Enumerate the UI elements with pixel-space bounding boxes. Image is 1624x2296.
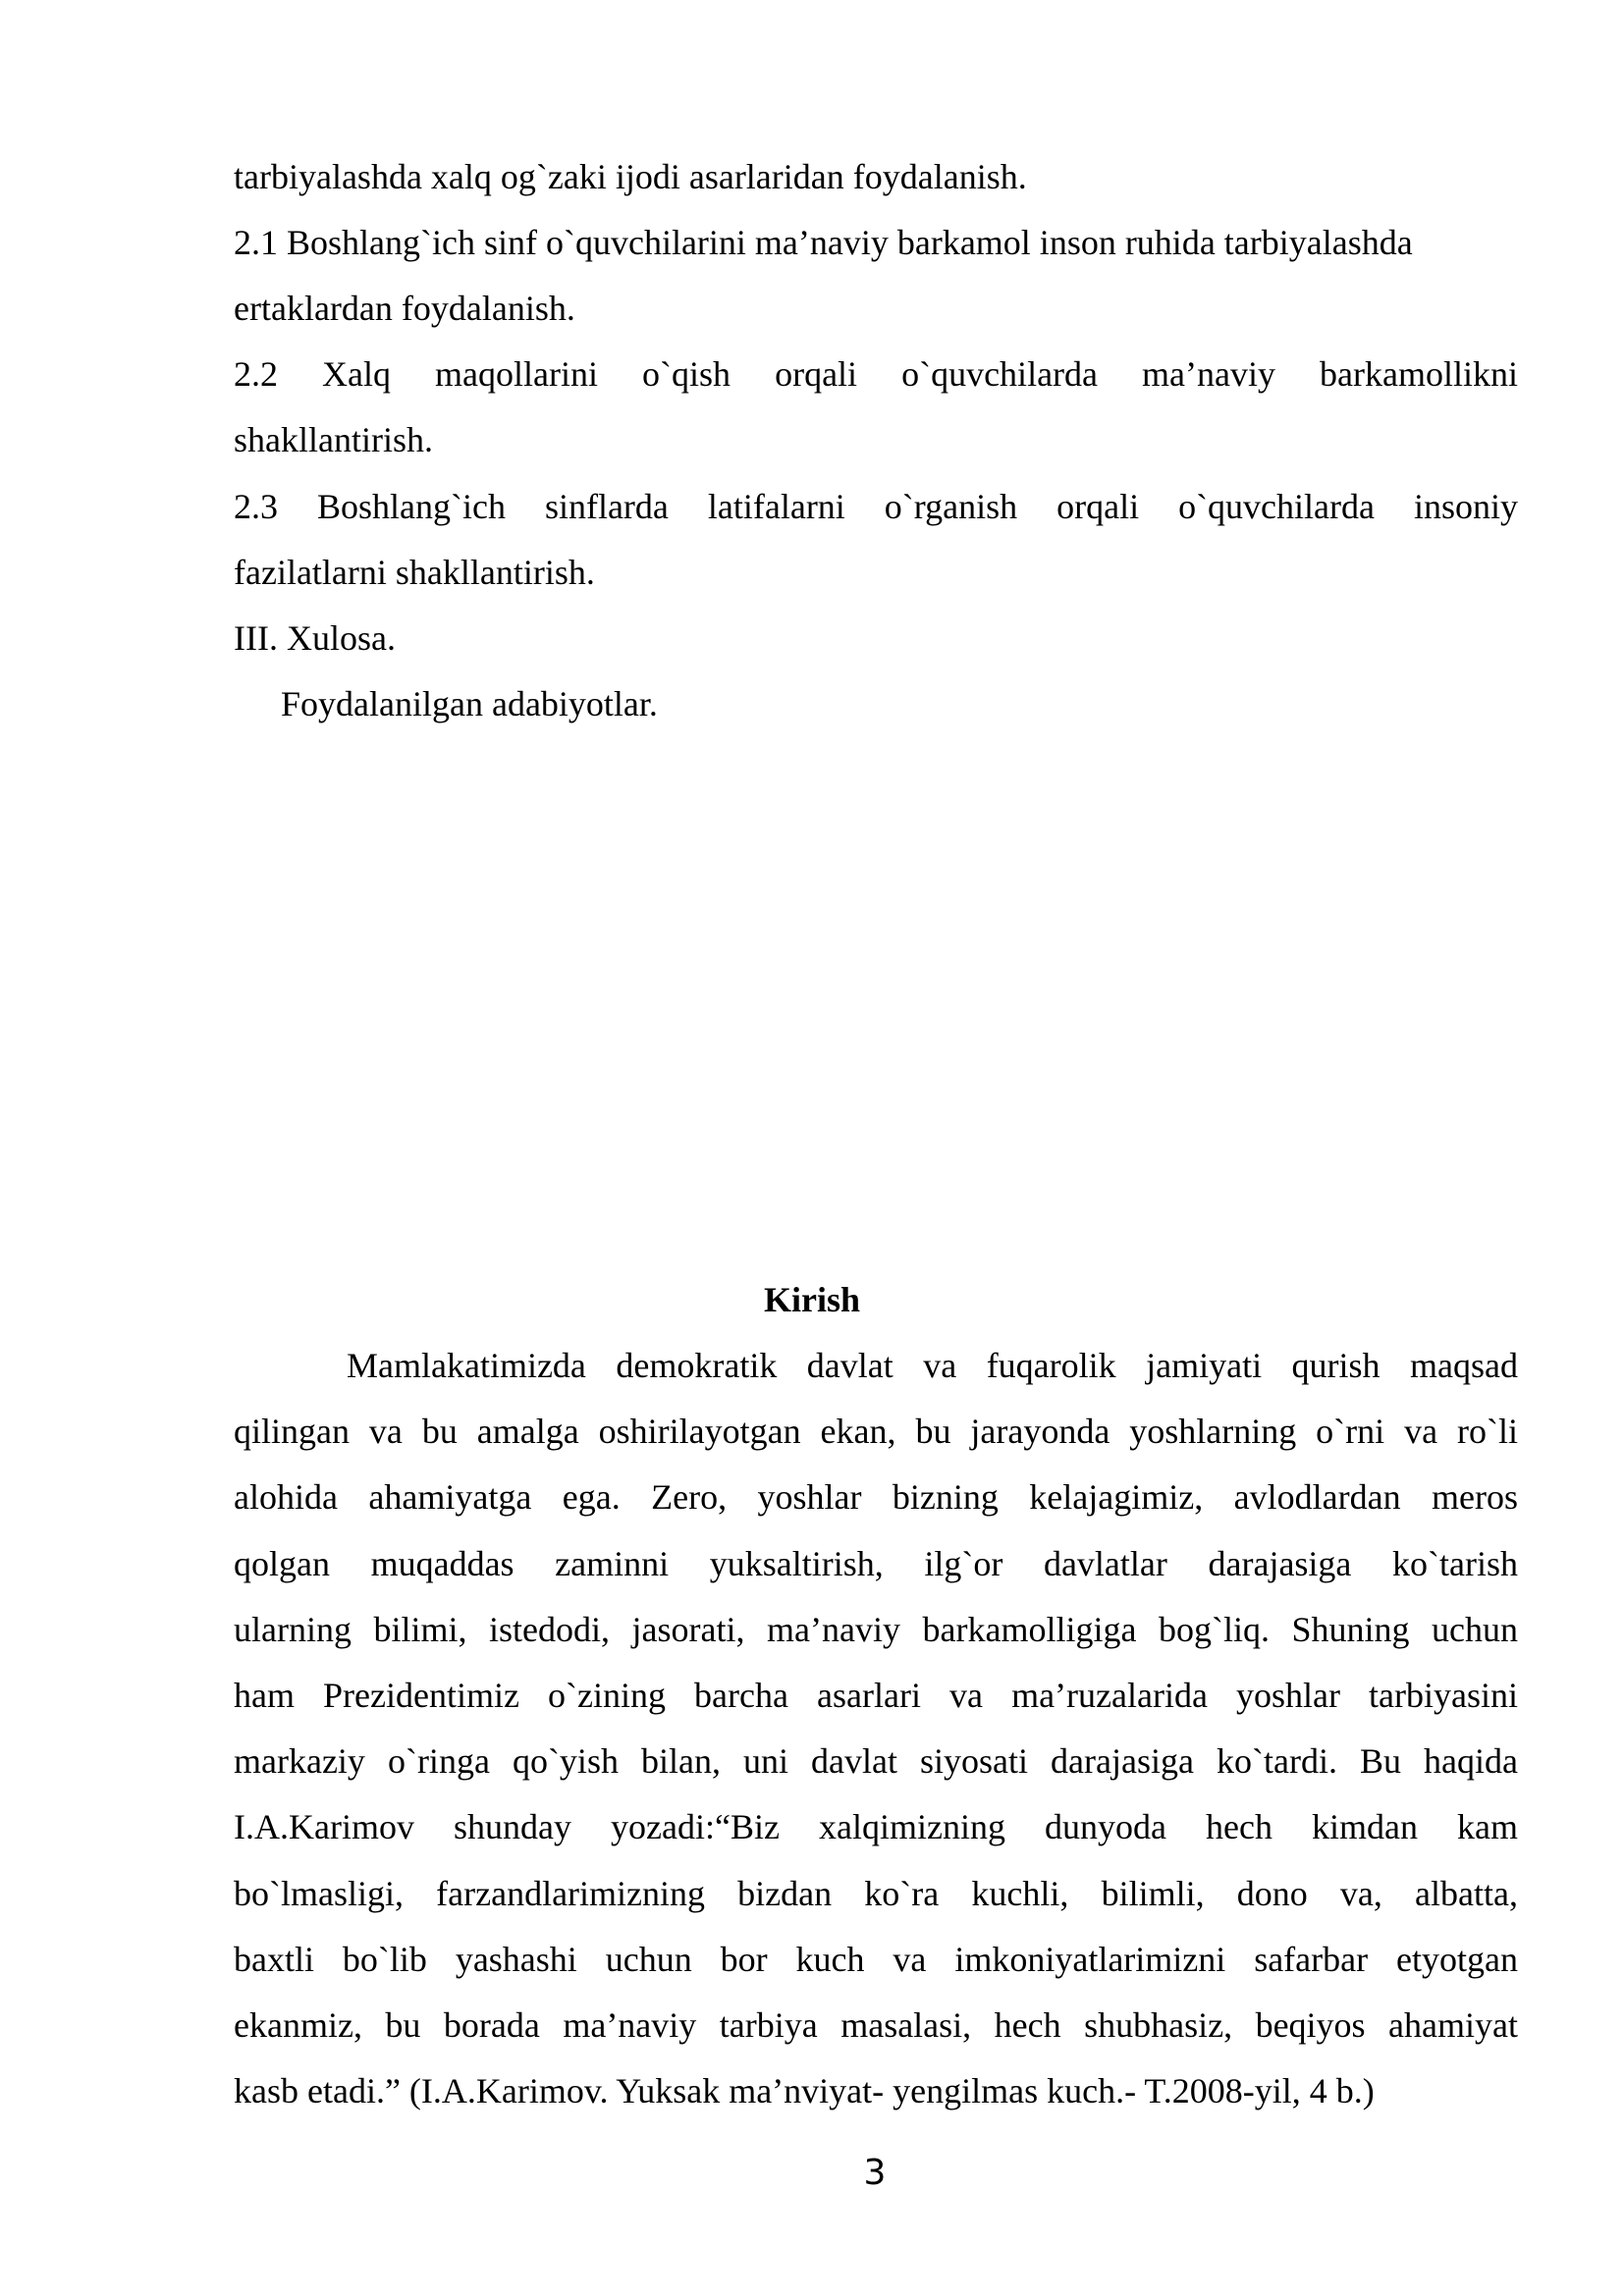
toc-line: 2.3 Boshlang`ich sinflarda latifalarni o`rganish orqali o`quvchilarda insoniy xyxy=(234,487,1518,526)
paragraph-line: markaziy o`ringa qo`yish bilan, uni davlat siyosati darajasiga ko`tardi. Bu haqida xyxy=(234,1741,1518,1781)
toc-line: fazilatlarni shakllantirish. xyxy=(234,553,595,592)
paragraph-line: ekanmiz, bu borada ma’naviy tarbiya masalasi, hech shubhasiz, beqiyos ahamiyat xyxy=(234,2005,1518,2045)
paragraph-line: Mamlakatimizda demokratik davlat va fuqarolik jamiyati qurish maqsad xyxy=(347,1346,1518,1385)
paragraph-line: bo`lmasligi, farzandlarimizning bizdan ko`ra kuchli, bilimli, dono va, albatta, xyxy=(234,1874,1518,1913)
section-heading: Kirish xyxy=(763,1280,860,1319)
paragraph-line: kasb etadi.” (I.A.Karimov. Yuksak ma’nviyat- yengilmas kuch.- T.2008-yil, 4 b.) xyxy=(234,2071,1375,2110)
toc-line: shakllantirish. xyxy=(234,420,433,459)
paragraph-line: ham Prezidentimiz o`zining barcha asarlari va ma’ruzalarida yoshlar tarbiyasini xyxy=(234,1676,1518,1715)
toc-line: ertaklardan foydalanish. xyxy=(234,289,575,328)
paragraph-line: alohida ahamiyatga ega. Zero, yoshlar bizning kelajagimiz, avlodlardan meros xyxy=(234,1477,1518,1517)
toc-line: 2.1 Boshlang`ich sinf o`quvchilarini ma’naviy barkamol inson ruhida tarbiyalashda xyxy=(234,223,1413,262)
toc-line: Foydalanilgan adabiyotlar. xyxy=(281,684,658,723)
page-number xyxy=(0,2152,1624,2195)
paragraph-line: qilingan va bu amalga oshirilayotgan ekan, bu jarayonda yoshlarning o`rni va ro`li xyxy=(234,1412,1518,1451)
toc-line: III. Xulosa. xyxy=(234,618,396,658)
toc-line: tarbiyalashda xalq og`zaki ijodi asarlaridan foydalanish. xyxy=(234,157,1027,196)
paragraph-line: ularning bilimi, istedodi, jasorati, ma’naviy barkamolligiga bog`liq. Shuning uchun xyxy=(234,1610,1518,1649)
toc-line: 2.2 Xalq maqollarini o`qish orqali o`quvchilarda ma’naviy barkamollikni xyxy=(234,354,1518,394)
paragraph-line: qolgan muqaddas zaminni yuksaltirish, ilg`or davlatlar darajasiga ko`tarish xyxy=(234,1544,1518,1583)
page-number-text: 3 xyxy=(863,2153,887,2193)
paragraph-line: I.A.Karimov shunday yozadi:“Biz xalqimizning dunyoda hech kimdan kam xyxy=(234,1807,1518,1846)
paragraph-line: baxtli bo`lib yashashi uchun bor kuch va imkoniyatlarimizni safarbar etyotgan xyxy=(234,1940,1518,1979)
